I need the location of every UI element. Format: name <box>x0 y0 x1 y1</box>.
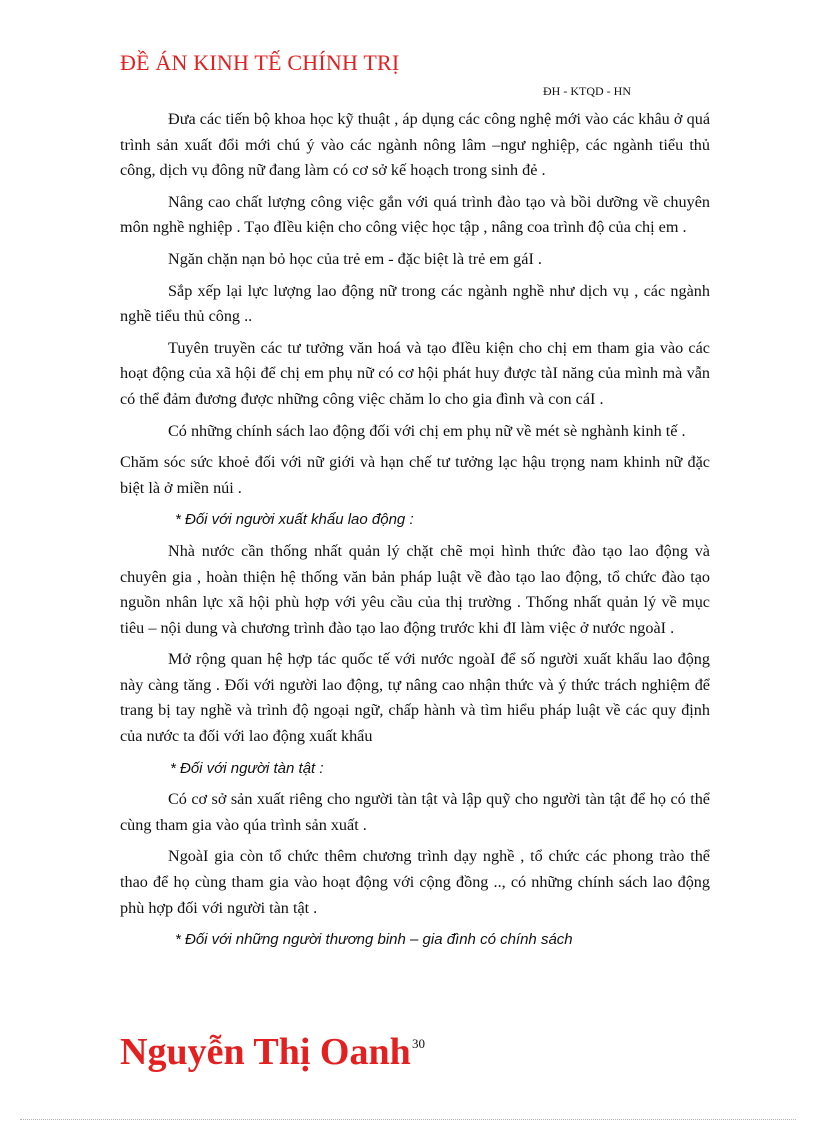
paragraph: NgoàI gia còn tổ chức thêm chương trình dạy nghề , tổ chức các phong trào thể thao để họ cùng tham gia vào hoạt động với cộng đồng .., có những chính sách lao động phù hợp đối với người tàn tật . <box>120 847 710 917</box>
section-heading: * Đối với những người thương binh – gia đình có chính sách <box>175 931 573 949</box>
section-heading: * Đối với người tàn tật : <box>170 759 324 777</box>
page-title: ĐỀ ÁN KINH TẾ CHÍNH TRỊ <box>120 50 400 75</box>
page-number: 30 <box>412 1036 425 1051</box>
section-heading: * Đối với người xuất khẩu lao động : <box>175 511 414 529</box>
paragraph: Nâng cao chất lượng công việc gắn với quá trình đào tạo và bồi dưỡng về chuyên môn nghề nghiệp . Tạo đIều kiện cho công việc học tập , nâng coa trình độ của chị em . <box>120 192 710 237</box>
paragraph: Nhà nước cần thống nhất quản lý chặt chẽ mọi hình thức đào tạo lao động và chuyên gia , hoàn thiện hệ thống văn bản pháp luật về đào tạo lao động, tổ chức đào tạo nguồn nhân lực xã hội phù hợp với yêu cầu của thị trường . Thống nhất quản lý về mục tiêu – nội dung và chương trình đào tạo lao động trước khi đI làm việc ở nước ngoàI . <box>120 541 710 637</box>
paragraph: Mở rộng quan hệ hợp tác quốc tế với nước ngoàI để số người xuất khẩu lao động này càng tăng . Đối với người lao động, tự nâng cao nhận thức và ý thức trách nghiệm để trang bị tay nghề và trình độ ngoại ngữ, chấp hành và tìm hiểu pháp luật về các quy định của nước ta đối với lao động xuất khẩu <box>120 650 710 746</box>
paragraph: Ngăn chặn nạn bỏ học của trẻ em - đặc biệt là trẻ em gáI . <box>168 249 542 268</box>
footer-author-name: Nguyễn Thị Oanh <box>120 1031 411 1073</box>
paragraph: Đưa các tiến bộ khoa học kỹ thuật , áp dụng các công nghệ mới vào các khâu ở quá trình sản xuất đổi mới chú ý vào các ngành nông lâm –ngư nghiệp, các ngành tiểu thủ công, dịch vụ đông nữ đang làm có cơ sở kế hoạch trong sinh đẻ . <box>120 110 710 180</box>
page-subtitle: ĐH - KTQD - HN <box>543 84 631 98</box>
body-text <box>120 107 710 959</box>
paragraph: Sắp xếp lại lực lượng lao động nữ trong các ngành nghề như dịch vụ , các ngành nghề tiểu thủ công .. <box>120 281 710 326</box>
paragraph: Chăm sóc sức khoẻ đối với nữ giới và hạn chế tư tưởng lạc hậu trọng nam khinh nữ đặc biệt là ở miền núi . <box>120 453 710 497</box>
footer-divider <box>20 1119 796 1120</box>
paragraph: Có cơ sở sản xuất riêng cho người tàn tật và lập quỹ cho người tàn tật để họ có thể cùng tham gia vào qúa trình sản xuất . <box>120 790 710 834</box>
paragraph: Có những chính sách lao động đối với chị em phụ nữ về mét sè nghành kinh tế . <box>168 421 686 440</box>
paragraph: Tuyên truyền các tư tưởng văn hoá và tạo đIều kiện cho chị em tham gia vào các hoạt động của xã hội để chị em phụ nữ có cơ hội phát huy được tàI năng của mình mà vẫn có thể đảm đương được những công việc chăm lo cho gia đình và con cáI . <box>120 338 710 408</box>
